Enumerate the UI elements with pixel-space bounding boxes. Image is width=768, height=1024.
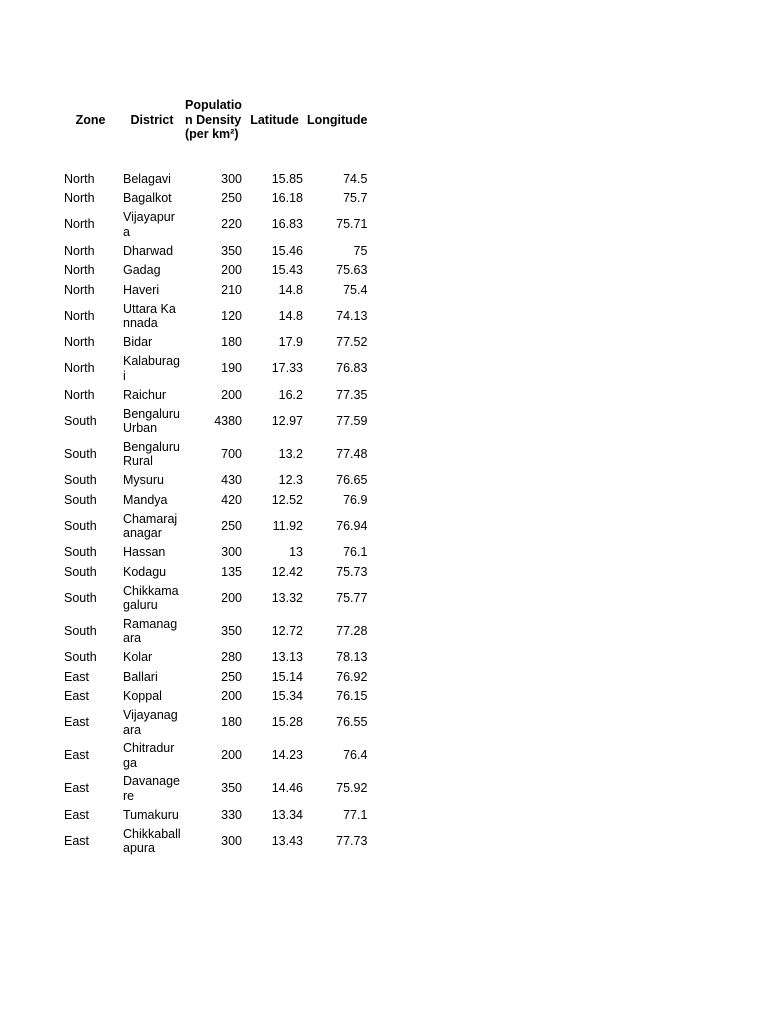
table-row (60, 510, 369, 543)
cell-district: Hassan (123, 545, 166, 559)
cell-longitude: 74.5 (343, 171, 368, 186)
cell-district: Koppal (123, 689, 162, 703)
table-row (60, 208, 369, 241)
cell-zone: North (64, 361, 95, 376)
cell-district: Chikkaballapura (123, 826, 181, 855)
table-row (60, 687, 369, 707)
cell-zone: East (64, 669, 90, 684)
table-row (60, 169, 369, 189)
cell-density: 200 (221, 689, 242, 703)
cell-latitude: 17.33 (271, 361, 303, 376)
cell-district: Ramanagara (123, 616, 178, 645)
cell-latitude: 15.34 (271, 689, 303, 703)
cell-longitude: 77.48 (336, 446, 368, 461)
table-row (60, 706, 369, 739)
header-longitude: Longitude (307, 112, 368, 127)
cell-latitude: 14.8 (278, 308, 303, 323)
header-row (60, 92, 369, 148)
cell-latitude: 17.9 (278, 335, 303, 349)
cell-density: 420 (221, 492, 242, 507)
cell-district: Chamarajanagar (123, 511, 178, 540)
cell-zone: South (64, 473, 97, 487)
cell-latitude: 12.72 (271, 623, 303, 638)
cell-density: 220 (221, 217, 242, 232)
cell-longitude: 75.73 (336, 564, 368, 579)
cell-district: Mysuru (123, 473, 164, 487)
cell-density: 250 (221, 191, 242, 205)
table-row (60, 438, 369, 471)
cell-district: Bengaluru Rural (123, 439, 180, 468)
cell-density: 135 (221, 564, 242, 579)
cell-district: Kolar (123, 650, 153, 664)
cell-density: 250 (221, 669, 242, 684)
cell-district: Belagavi (123, 171, 171, 186)
cell-density: 330 (221, 807, 242, 822)
cell-density: 200 (221, 387, 242, 402)
cell-district: Gadag (123, 263, 161, 277)
cell-density: 350 (221, 243, 242, 258)
cell-latitude: 15.46 (271, 243, 303, 258)
cell-zone: South (64, 564, 97, 579)
cell-zone: South (64, 623, 97, 638)
cell-longitude: 78.13 (336, 650, 368, 664)
cell-zone: North (64, 217, 95, 232)
table-row (60, 405, 369, 438)
spreadsheet-page (60, 92, 369, 858)
table-row (60, 189, 369, 209)
cell-zone: North (64, 243, 95, 258)
spacer-row (60, 148, 369, 169)
cell-density: 200 (221, 748, 242, 763)
cell-longitude: 75.7 (343, 191, 368, 205)
cell-district: Dharwad (123, 243, 174, 258)
header-district: District (130, 112, 174, 127)
cell-longitude: 77.35 (336, 387, 368, 402)
cell-zone: East (64, 833, 90, 848)
cell-latitude: 15.85 (271, 171, 303, 186)
table-row (60, 825, 369, 858)
cell-density: 430 (221, 473, 242, 487)
header-latitude: Latitude (250, 112, 299, 127)
cell-longitude: 77.28 (336, 623, 368, 638)
cell-density: 120 (221, 308, 242, 323)
cell-latitude: 16.83 (271, 217, 303, 232)
cell-density: 210 (221, 282, 242, 297)
cell-district: Chikkamagaluru (123, 583, 179, 612)
cell-density: 280 (221, 650, 242, 664)
cell-density: 180 (221, 715, 242, 730)
cell-district: Davanagere (123, 774, 180, 803)
cell-density: 200 (221, 263, 242, 277)
cell-longitude: 76.9 (343, 492, 368, 507)
table-row (60, 543, 369, 563)
cell-district: Vijayapura (123, 210, 175, 239)
cell-zone: South (64, 446, 97, 461)
cell-zone: East (64, 781, 90, 796)
cell-latitude: 12.97 (271, 413, 303, 428)
cell-density: 350 (221, 623, 242, 638)
cell-longitude: 76.15 (336, 689, 368, 703)
table-row (60, 352, 369, 385)
cell-zone: North (64, 171, 95, 186)
cell-latitude: 14.46 (271, 781, 303, 796)
table-row (60, 471, 369, 491)
cell-latitude: 12.42 (271, 564, 303, 579)
cell-latitude: 14.8 (278, 282, 303, 297)
cell-longitude: 76.65 (336, 473, 368, 487)
table-row (60, 300, 369, 333)
cell-density: 180 (221, 335, 242, 349)
cell-zone: South (64, 545, 97, 559)
table-row (60, 615, 369, 648)
cell-district: Kodagu (123, 564, 167, 579)
cell-district: Tumakuru (123, 807, 179, 822)
table-row (60, 667, 369, 687)
cell-density: 4380 (214, 413, 242, 428)
cell-longitude: 77.59 (336, 413, 368, 428)
cell-longitude: 76.83 (336, 361, 368, 376)
cell-zone: North (64, 282, 95, 297)
cell-latitude: 15.43 (271, 263, 303, 277)
cell-longitude: 77.52 (336, 335, 368, 349)
district-table (60, 92, 369, 858)
cell-latitude: 16.18 (271, 191, 303, 205)
cell-latitude: 13.34 (271, 807, 303, 822)
cell-density: 300 (221, 171, 242, 186)
cell-district: Uttara Kannada (123, 301, 176, 330)
cell-density: 200 (221, 590, 242, 605)
table-row (60, 490, 369, 510)
cell-district: Haveri (123, 282, 160, 297)
cell-latitude: 16.2 (278, 387, 303, 402)
cell-density: 250 (221, 518, 242, 533)
header-zone: Zone (75, 112, 106, 127)
cell-longitude: 77.1 (343, 807, 368, 822)
cell-longitude: 75.77 (336, 590, 368, 605)
cell-longitude: 77.73 (336, 833, 368, 848)
cell-zone: East (64, 807, 90, 822)
cell-longitude: 75.92 (336, 781, 368, 796)
cell-district: Raichur (123, 387, 167, 402)
cell-latitude: 13 (289, 545, 303, 559)
cell-district: Bengaluru Urban (123, 406, 180, 435)
cell-zone: North (64, 335, 95, 349)
cell-zone: North (64, 191, 95, 205)
cell-longitude: 76.55 (336, 715, 368, 730)
table-row (60, 805, 369, 825)
cell-longitude: 76.1 (343, 545, 368, 559)
cell-latitude: 14.23 (271, 748, 303, 763)
cell-district: Bagalkot (123, 191, 172, 205)
cell-zone: South (64, 413, 97, 428)
cell-longitude: 75.63 (336, 263, 368, 277)
cell-zone: North (64, 263, 95, 277)
cell-zone: South (64, 518, 97, 533)
cell-longitude: 74.13 (336, 308, 368, 323)
cell-district: Bidar (123, 335, 153, 349)
cell-district: Kalaburagi (123, 354, 180, 383)
cell-zone: East (64, 748, 90, 763)
cell-zone: East (64, 689, 90, 703)
cell-latitude: 15.14 (271, 669, 303, 684)
cell-longitude: 75.4 (343, 282, 368, 297)
header-density: Population Density (per km²) (185, 98, 242, 142)
cell-latitude: 13.43 (271, 833, 303, 848)
table-row (60, 241, 369, 261)
table-row (60, 385, 369, 405)
cell-latitude: 11.92 (272, 518, 303, 533)
table-row (60, 772, 369, 805)
table-row (60, 739, 369, 772)
table-row (60, 333, 369, 353)
table-row (60, 582, 369, 615)
cell-density: 300 (221, 833, 242, 848)
cell-latitude: 12.52 (271, 492, 303, 507)
cell-district: Ballari (123, 669, 158, 684)
cell-zone: South (64, 650, 97, 664)
cell-zone: North (64, 387, 95, 402)
cell-longitude: 76.4 (343, 748, 368, 763)
cell-density: 700 (221, 446, 242, 461)
table-body (60, 169, 369, 858)
cell-latitude: 13.32 (271, 590, 303, 605)
cell-density: 300 (221, 545, 242, 559)
cell-longitude: 76.94 (336, 518, 368, 533)
table-row (60, 648, 369, 668)
cell-latitude: 12.3 (278, 473, 303, 487)
cell-district: Vijayanagara (123, 708, 178, 737)
table-row (60, 261, 369, 281)
cell-zone: South (64, 492, 97, 507)
cell-district: Chitradurga (123, 741, 175, 770)
cell-zone: East (64, 715, 90, 730)
cell-density: 350 (221, 781, 242, 796)
cell-latitude: 15.28 (271, 715, 303, 730)
cell-district: Mandya (123, 492, 168, 507)
table-row (60, 562, 369, 582)
cell-zone: North (64, 308, 95, 323)
cell-zone: South (64, 590, 97, 605)
table-row (60, 280, 369, 300)
cell-longitude: 75 (353, 243, 368, 258)
cell-longitude: 75.71 (336, 217, 368, 232)
cell-latitude: 13.2 (278, 446, 303, 461)
cell-longitude: 76.92 (336, 669, 368, 684)
cell-density: 190 (221, 361, 242, 376)
cell-latitude: 13.13 (271, 650, 303, 664)
